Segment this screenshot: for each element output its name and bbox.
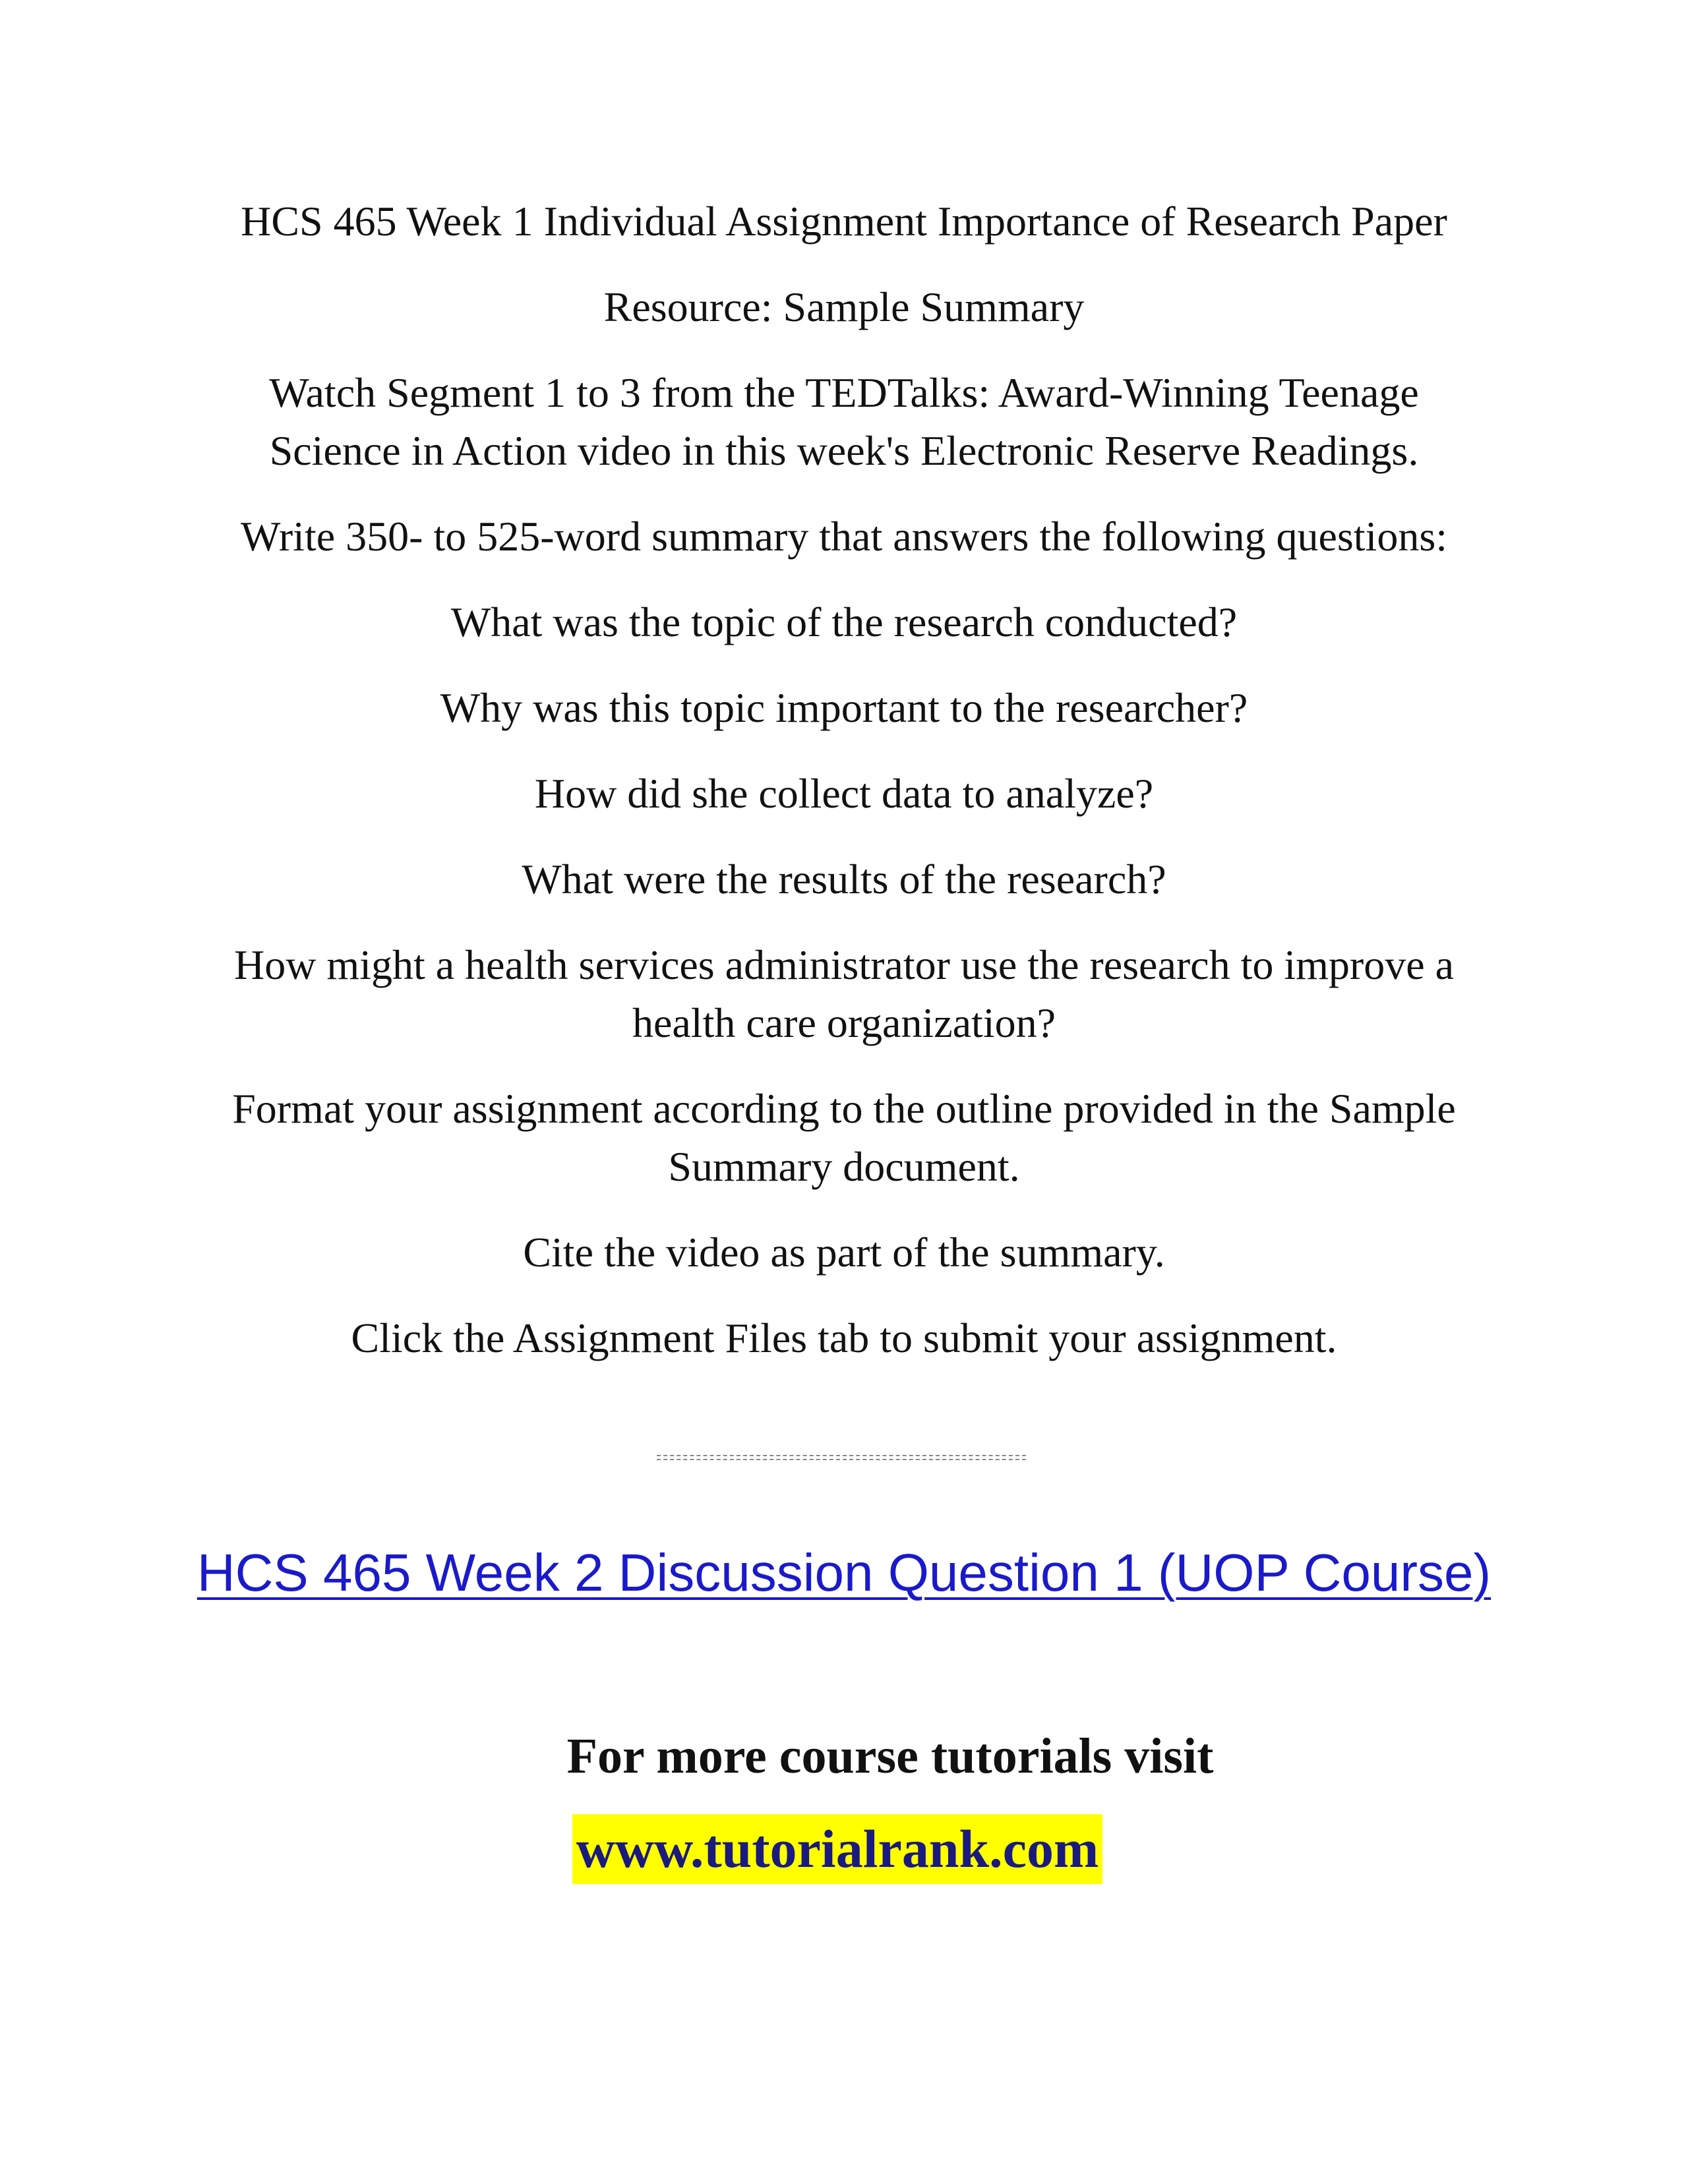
assignment-title: HCS 465 Week 1 Individual Assignment Importance of Research Paper (241, 198, 1447, 245)
cite-instruction: Cite the video as part of the summary. (523, 1229, 1165, 1276)
question-item: What were the results of the research? (522, 856, 1166, 902)
resource-line: Resource: Sample Summary (603, 283, 1085, 330)
watch-instruction-line-1: Watch Segment 1 to 3 from the TEDTalks: Award-Winning Teenage (269, 369, 1419, 416)
question-item: Why was this topic important to the researcher? (440, 684, 1248, 731)
format-instruction-line-1: Format your assignment according to the outline provided in the Sample (232, 1085, 1456, 1132)
submit-instruction: Click the Assignment Files tab to submit your assignment. (351, 1314, 1337, 1361)
promo-text: For more course tutorials visit (566, 1728, 1214, 1784)
section-divider (657, 1455, 1026, 1460)
question-item: What was the topic of the research conducted? (450, 599, 1238, 645)
format-instruction-line-2: Summary document. (668, 1143, 1020, 1190)
admin-question-line-2: health care organization? (632, 999, 1056, 1046)
promo-site-link[interactable]: www.tutorialrank.com (572, 1814, 1103, 1884)
next-assignment-link[interactable]: HCS 465 Week 2 Discussion Question 1 (UOP Course) (196, 1543, 1492, 1602)
admin-question-line-1: How might a health services administrator use the research to improve a (233, 941, 1455, 988)
question-item: How did she collect data to analyze? (534, 770, 1154, 817)
write-instruction: Write 350- to 525-word summary that answers the following questions: (241, 513, 1447, 560)
watch-instruction-line-2: Science in Action video in this week's Electronic Reserve Readings. (269, 427, 1419, 474)
promo-site-wrapper (396, 1814, 1279, 1884)
